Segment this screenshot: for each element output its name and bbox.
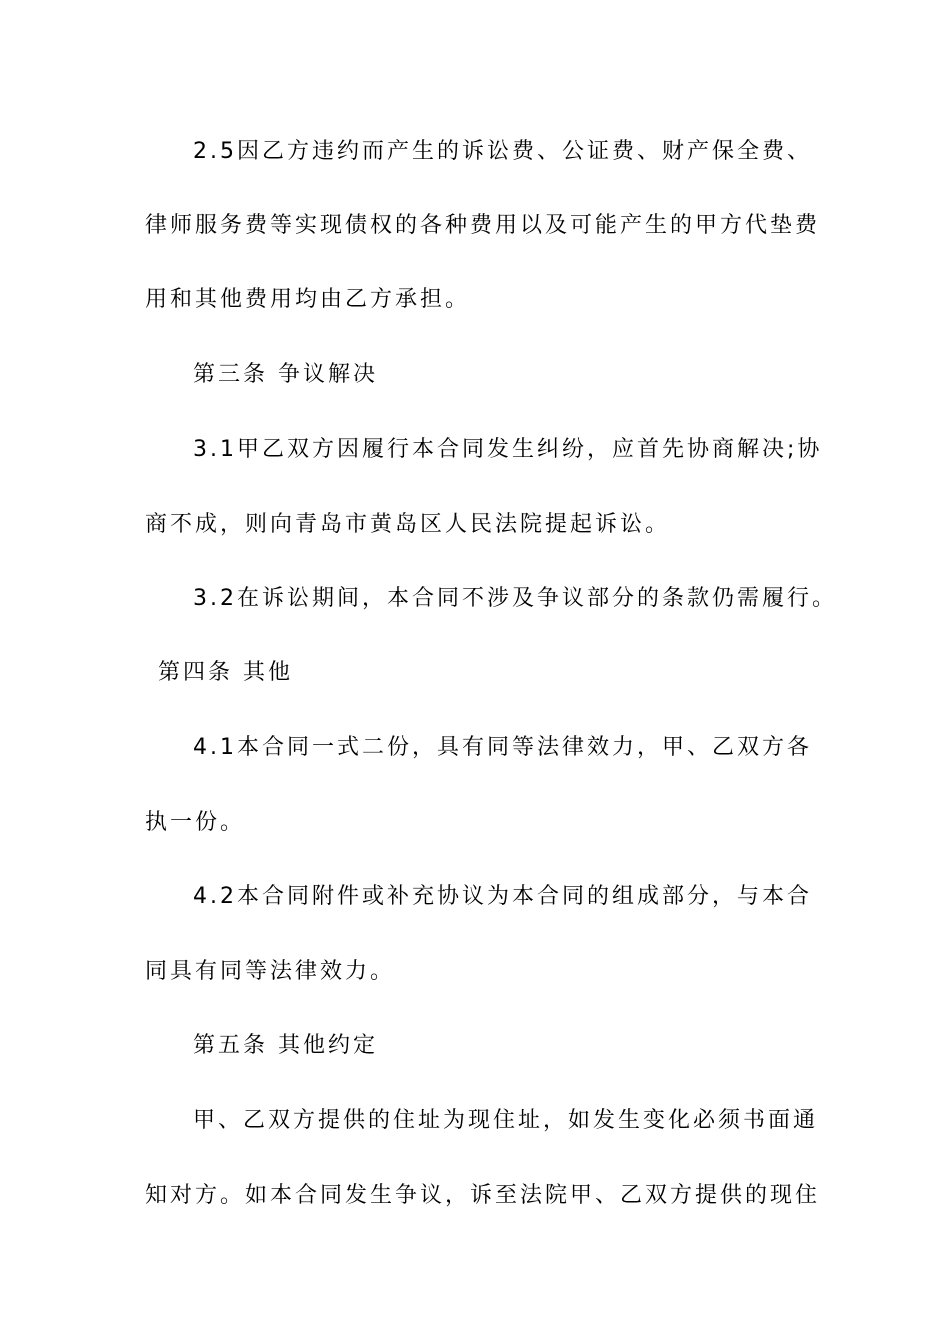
clause-4-1-line-1: 4.1本合同一式二份，具有同等法律效力，甲、乙双方各 [193, 735, 812, 760]
clause-2-5-line-3: 用和其他费用均由乙方承担。 [145, 287, 471, 312]
clause-4-1-line-2: 执一份。 [145, 810, 246, 835]
clause-2-5-line-1: 2.5因乙方违约而产生的诉讼费、公证费、财产保全费、 [193, 139, 812, 164]
clause-2-5-line-2: 律师服务费等实现债权的各种费用以及可能产生的甲方代垫费 [145, 213, 821, 238]
article-5-heading: 第五条 其他约定 [193, 1033, 378, 1058]
article-4-heading: 第四条 其他 [158, 660, 293, 685]
clause-3-1-line-2: 商不成，则向青岛市黄岛区人民法院提起诉讼。 [145, 512, 671, 537]
article-3-heading: 第三条 争议解决 [193, 362, 378, 387]
article-5-body-line-1: 甲、乙双方提供的住址为现住址，如发生变化必须书面通 [193, 1108, 819, 1133]
article-5-body-line-2: 知对方。如本合同发生争议，诉至法院甲、乙双方提供的现住 [145, 1183, 821, 1208]
clause-4-2-line-1: 4.2本合同附件或补充协议为本合同的组成部分，与本合 [193, 884, 812, 909]
clause-4-2-line-2: 同具有同等法律效力。 [145, 959, 396, 984]
clause-3-1-line-1: 3.1甲乙双方因履行本合同发生纠纷，应首先协商解决;协 [193, 437, 823, 462]
clause-3-2-line-1: 3.2在诉讼期间，本合同不涉及争议部分的条款仍需履行。 [193, 586, 837, 611]
